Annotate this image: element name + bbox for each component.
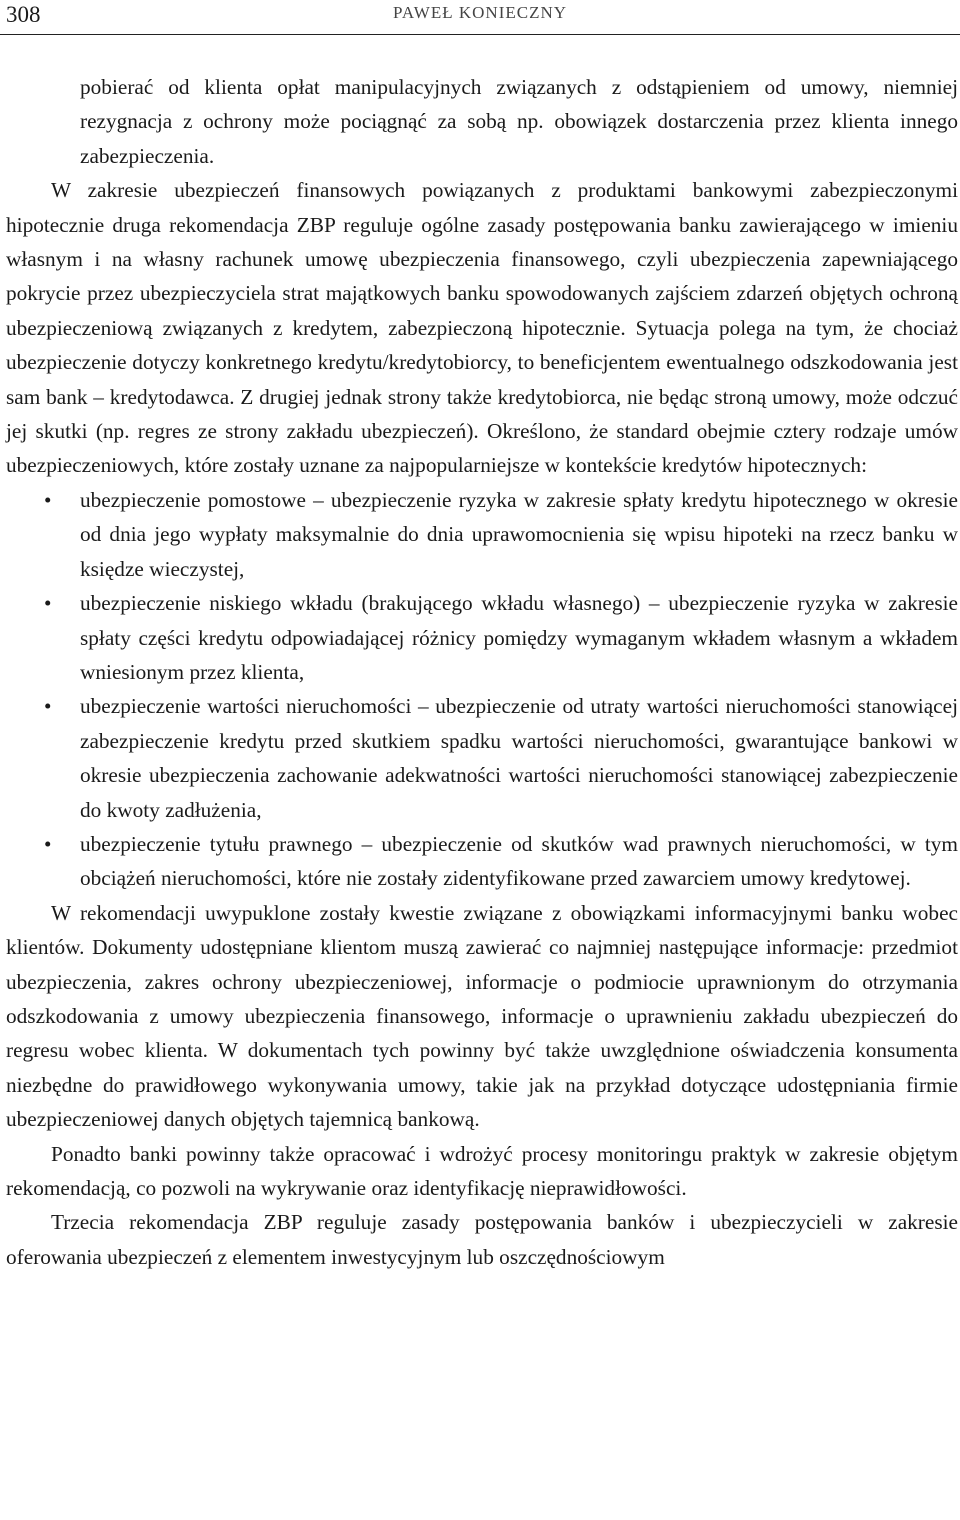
paragraph: W zakresie ubezpieczeń finansowych powiązanych z produktami bankowymi zabezpieczonymi hipotecznie druga rekomendacja ZBP reguluje ogólne zasady postępowania banku zawierającego w imieniu własnym i na własny rachunek umowę ubezpieczenia finansowego, czyli ubezpieczenia zapewniającego pokrycie przez ubezpieczyciela strat majątkowych banku spowodowanych zajściem zdarzeń objętych ochroną ubezpieczeniową związanych z kredytem, zabezpieczoną hipotecznie. Sytuacja polega na tym, że chociaż ubezpieczenie dotyczy konkretnego kredytu/kredytobiorcy, to beneficjentem ewentualnego odszkodowania jest sam bank – kredytodawca. Z drugiej jednak strony także kredytobiorca, nie będąc stroną umowy, może odczuć jej skutki (np. regres ze strony zakładu ubezpieczeń). Określono, że standard obejmie cztery rodzaje umów ubezpieczeniowych, które zostały uznane za najpopularniejsze w kontekście kredytów hipotecznych:	[6, 178, 958, 478]
list-item-text: ubezpieczenie tytułu prawnego – ubezpieczenie od skutków wad prawnych nieruchomości, w tym obciążeń nieruchomości, które nie zostały zidentyfikowane przed zawarciem umowy kredytowej.	[80, 831, 958, 891]
list-item	[6, 689, 958, 827]
page-number: 308	[6, 2, 41, 27]
list-item	[6, 483, 958, 586]
paragraph: Trzecia rekomendacja ZBP reguluje zasady postępowania banków i ubezpieczycieli w zakresie oferowania ubezpieczeń z elementem inwestycyjnym lub oszczędnościowym	[6, 1210, 958, 1269]
bullet-icon: •	[44, 591, 52, 616]
list-item	[6, 827, 958, 896]
bullet-icon: •	[44, 487, 52, 512]
bullet-list	[6, 483, 958, 896]
paragraph: Ponadto banki powinny także opracować i wdrożyć procesy monitoringu praktyk w zakresie objętym rekomendacją, co pozwoli na wykrywanie oraz identyfikację nieprawidłowości.	[6, 1141, 958, 1200]
paragraph: W rekomendacji uwypuklone zostały kwestie związane z obowiązkami informacyjnymi banku wobec klientów. Dokumenty udostępniane klientom muszą zawierać co najmniej następujące informacje: przedmiot ubezpieczenia, zakres ochrony ubezpieczeniowej, informacje o podmiocie uprawnionym do otrzymania odszkodowania z umowy ubezpieczenia finansowego, informacje o uprawnieniu zakładu ubezpieczeń do regresu wobec klienta. W dokumentach tych powinny być także uwzględnione oświadczenia konsumenta niezbędne do prawidłowego wykonywania umowy, takie jak na przykład dotyczące udostępniania firmie ubezpieczeniowej danych objętych tajemnicą bankową.	[6, 900, 958, 1132]
bullet-icon: •	[44, 694, 52, 719]
list-item	[6, 586, 958, 689]
list-item-text: ubezpieczenie wartości nieruchomości – ubezpieczenie od utraty wartości nieruchomości stanowiącej zabezpieczenie kredytu przed skutkiem spadku wartości nieruchomości, gwarantujące bankowi w okresie ubezpieczenia zachowanie adekwatności wartości nieruchomości stanowiącej zabezpieczenie do kwoty zadłużenia,	[80, 694, 958, 822]
list-item-text: ubezpieczenie niskiego wkładu (brakującego wkładu własnego) – ubezpieczenie ryzyka w zakresie spłaty części kredytu odpowiadającej różnicy pomiędzy wymaganym wkładem własnym a wkładem wniesionym przez klienta,	[80, 591, 958, 684]
body-text	[6, 70, 958, 1274]
page-header	[0, 0, 960, 35]
paragraph-continued: pobierać od klienta opłat manipulacyjnych związanych z odstąpieniem od umowy, niemniej rezygnacja z ochrony może pociągnąć za sobą np. obowiązek dostarczenia przez klienta innego zabezpieczenia.	[80, 75, 958, 168]
bullet-icon: •	[44, 831, 52, 856]
list-item-text: ubezpieczenie pomostowe – ubezpieczenie ryzyka w zakresie spłaty kredytu hipotecznego w okresie od dnia jego wypłaty maksymalnie do dnia uprawomocnienia się wpisu hipoteki na rzecz banku w księdze wieczystej,	[80, 487, 958, 581]
running-head: PAWEŁ KONIECZNY	[392, 3, 568, 22]
